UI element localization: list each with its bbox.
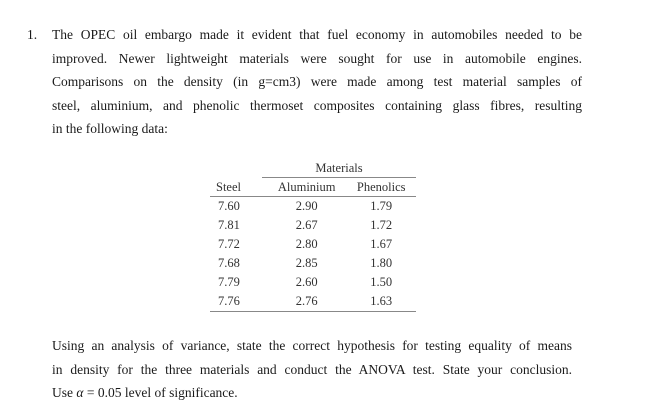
cell-aluminium: 2.67 [295,218,318,232]
table-row [210,254,416,273]
cell-steel: 7.79 [218,275,240,289]
cell-phenolics: 1.79 [370,199,393,213]
intro-line: steel, aluminium, and phenolic thermoset composites containing glass fibres, resulting [52,97,582,113]
column-header-row [210,178,416,197]
significance-line [52,381,572,405]
cell-phenolics: 1.63 [370,294,393,308]
materials-header: Materials [262,160,416,178]
closing-line: in density for the three materials and conduct the ANOVA test. State your conclusion. [52,361,572,377]
column-header-phenolics: Phenolics [356,180,406,194]
cell-steel: 7.72 [218,237,240,251]
alpha-value: = 0.05 [83,385,122,400]
cell-phenolics: 1.50 [370,275,393,289]
intro-line: improved. Newer lightweight materials were sought for use in automobile engines. [52,50,582,66]
closing-line: Using an analysis of variance, state the correct hypothesis for testing equality of means [52,338,572,353]
table-row [210,292,416,312]
question-intro [52,23,582,141]
cell-aluminium: 2.60 [295,275,318,289]
cell-steel: 7.68 [218,256,240,270]
column-header-aluminium: Aluminium [277,180,336,194]
alpha-symbol: α [76,385,84,400]
cell-phenolics: 1.72 [370,218,393,232]
question-number: 1. [27,27,38,42]
table-row [210,197,416,217]
cell-aluminium: 2.90 [295,199,318,213]
cell-aluminium: 2.76 [295,294,318,308]
cell-phenolics: 1.67 [370,237,393,251]
significance-prefix: Use [52,385,77,400]
cell-steel: 7.76 [218,294,240,308]
intro-line: Comparisons on the density (in g=cm3) were made among test material samples of [52,74,582,89]
cell-aluminium: 2.85 [295,256,318,270]
table-row [210,235,416,254]
cell-steel: 7.81 [218,218,240,232]
intro-line: in the following data: [52,121,168,136]
cell-aluminium: 2.80 [295,237,318,251]
density-table [210,160,416,312]
significance-suffix: level of significance. [121,385,238,400]
column-header-steel: Steel [216,180,241,194]
cell-steel: 7.60 [218,199,240,213]
table-row [210,216,416,235]
question-closing [52,334,572,405]
intro-line: The OPEC oil embargo made it evident that fuel economy in automobiles needed to be [52,27,582,42]
table-row [210,273,416,292]
cell-phenolics: 1.80 [370,256,393,270]
